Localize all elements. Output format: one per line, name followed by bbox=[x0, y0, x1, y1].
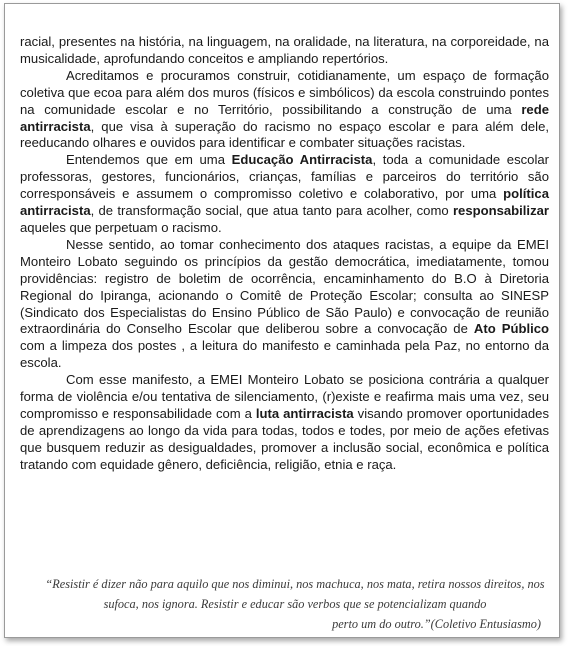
paragraph-1 bbox=[20, 34, 549, 68]
paragraph-2-text-end: , que visa à superação do racismo no espaço escolar e para além dele, reeducando olhares e ouvidos para identificar e combater situações racistas. bbox=[20, 118, 549, 151]
paragraph-3-text-end: aqueles que perpetuam o racismo. bbox=[20, 219, 222, 235]
paragraph-4 bbox=[20, 237, 549, 372]
paragraph-3-text-mid2: , de transformação social, que atua tanto para acolher, como bbox=[90, 203, 453, 219]
bold-educacao-antirracista: Educação Antirracista bbox=[231, 152, 373, 168]
paragraph-1-line-2: corporeidade, na musicalidade, aprofundando conceitos e ampliando repertórios. bbox=[20, 34, 549, 66]
quote-attribution: perto um do outro.”(Coletivo Entusiasmo) bbox=[332, 617, 541, 631]
paragraph-5-text: Com esse manifesto, a EMEI Monteiro Lobato se posiciona contrária a qualquer forma de violência e/ou tentativa de silenciamento, (r)existe e reafirma mais uma vez, seu compromisso e responsabilidade com a bbox=[20, 372, 549, 421]
paragraph-5-text-end: visando promover oportunidades de aprendizagens ao longo da vida para todas, todos e todes, por meio de ações efetivas que busquem reduzir as desigualdades, promover a inclusão social, econômica e política tratando com equidade gênero, deficiência, religião, etnia e raça. bbox=[20, 405, 549, 472]
paragraph-5 bbox=[20, 372, 549, 473]
bold-rede-antirracista: rede antirracista bbox=[20, 101, 549, 134]
paragraph-4-text: Nesse sentido, ao tomar conhecimento dos ataques racistas, a equipe da EMEI Monteiro Lobato seguindo os princípios da gestão democrática, imediatamente, tomou providências: registro de boletim de ocorrência, encaminhamento do B.O à Diretoria Regional do Ipiranga, acionando o Comitê de Proteção Escolar; consulta ao SINESP (Sindicato dos Especialistas do Ensino Público de São Paulo) e convocação de reunião extraordinária do Conselho Escolar que deliberou sobre a convocação de bbox=[20, 236, 549, 337]
paragraph-3-text-mid: , toda a comunidade escolar professoras, gestores, funcionários, crianças, famílias e parceiros do território são corresponsáveis e assumem o compromisso coletivo e colaborativo, por uma bbox=[20, 152, 549, 202]
paragraph-4-text-end: com a limpeza dos postes , a leitura do manifesto e caminhada pela Paz, no entorno da escola. bbox=[20, 338, 549, 371]
bold-politica-antirracista: política antirracista bbox=[20, 186, 549, 219]
document-page bbox=[4, 3, 560, 638]
quote-text: “Resistir é dizer não para aquilo que nos diminui, nos machuca, nos mata, retira nossos direitos, nos sufoca, nos ignora. Resistir e educar são verbos que se potencializam quando bbox=[45, 577, 545, 611]
paragraph-3 bbox=[20, 152, 549, 237]
bold-responsabilizar: responsabilizar bbox=[452, 203, 549, 219]
bold-ato-publico: Ato Público bbox=[473, 321, 549, 337]
bold-luta-antirracista: luta antirracista bbox=[255, 405, 354, 421]
paragraph-3-text: Entendemos que em uma bbox=[66, 152, 232, 168]
paragraph-2-text: Acreditamos e procuramos construir, cotidianamente, um espaço de formação coletiva que ecoa para além dos muros (físicos e simbólicos) da escola construindo pontes na comunidade escolar e no Território, possibilitando a construção de uma bbox=[20, 67, 549, 117]
document-body bbox=[20, 34, 549, 474]
paragraph-2 bbox=[20, 68, 549, 153]
closing-quote bbox=[45, 574, 545, 634]
paragraph-1-line-1: racial, presentes na história, na linguagem, na oralidade, na literatura, na bbox=[20, 34, 447, 49]
